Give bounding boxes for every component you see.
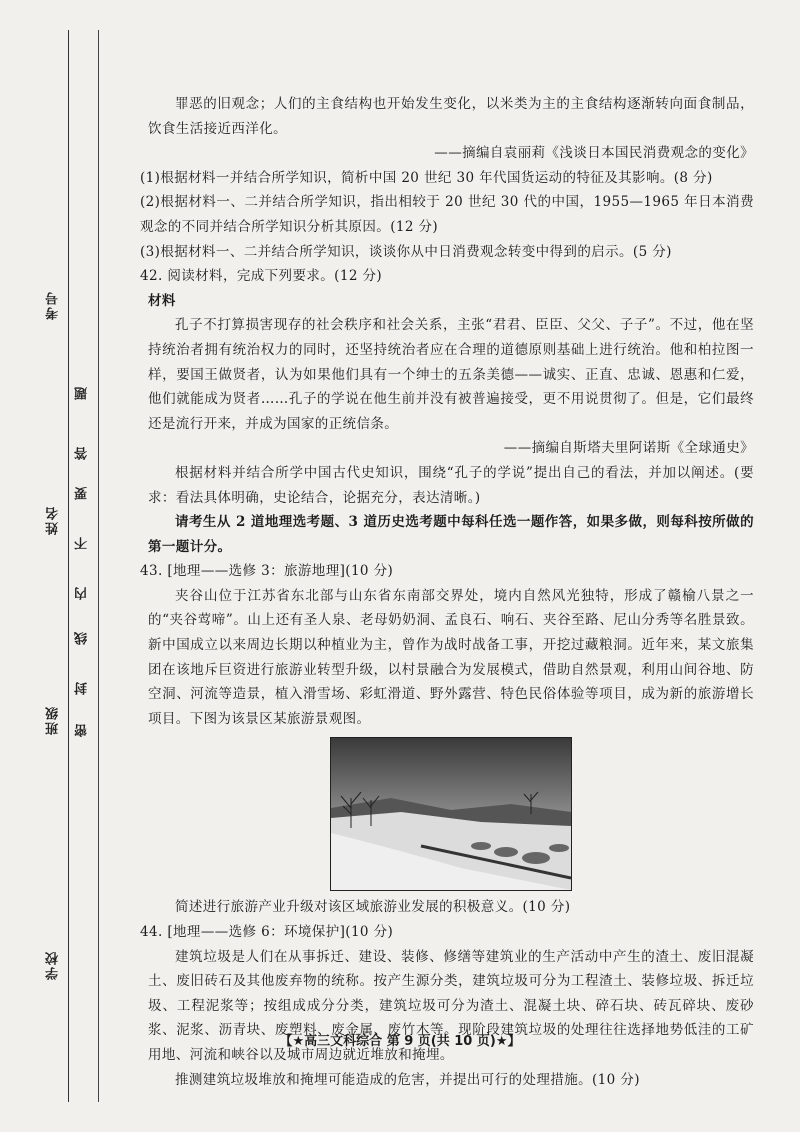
- question-43: 简述进行旅游产业升级对该区域旅游业发展的积极意义。(10 分): [175, 899, 571, 916]
- binding-line-outer: [68, 30, 69, 1102]
- source-citation-1: ——摘编自袁丽莉《浅谈日本国民消费观念的变化》: [434, 145, 754, 162]
- question-44: 推测建筑垃圾堆放和掩埋可能造成的危害，并提出可行的处理措施。(10 分): [175, 1071, 640, 1088]
- seal-char-2: 答: [75, 445, 90, 460]
- material-continuation: 罪恶的旧观念；人们的主食结构也开始发生变化，以米类为主的主食结构逐渐转向面食制品，饮食生活接近西洋化。: [148, 96, 754, 137]
- exam-content: [140, 92, 754, 1092]
- seal-char-6: 线: [75, 630, 90, 645]
- material-43: 夹谷山位于江苏省东北部与山东省东南部交界处，境内自然风光独特，形成了赣榆八景之一的“夹谷莺啼”。山上还有圣人泉、老母奶奶洞、孟良石、响石、夹谷至路、尼山分秀等名胜景致。新中国成立以来周边长期以种植业为主，曾作为战时战备工事，开挖过藏粮洞。近年来，某文旅集团在该地斥巨资进行旅游业转型升级，以村景融合为发展模式，借助自然景观，利用山间谷地、防空洞、河流等造景，植入滑雪场、彩虹滑道、野外露营、特色民俗体验等项目，成为新的旅游增长项目。下图为该景区某旅游景观图。: [148, 587, 754, 727]
- material-42: 孔子不打算损害现存的社会秩序和社会关系，主张“君君、臣臣、父父、子子”。不过，他在坚持统治者拥有统治权力的同时，还坚持统治者应在合理的道德原则基础上进行统治。他和柏拉图一样，要国王做贤者，认为如果他们具有一个绅士的五条美德——诚实、正直、忠诚、恩惠和仁爱，他们就能成为贤者……孔子的学说在他生前并没有被普遍接受，更不用说贯彻了。但是，它们最终还是流行开来，并成为国家的正统信条。: [148, 317, 754, 432]
- question-41-3: (3)根据材料一、二并结合所学知识，谈谈你从中日消费观念转变中得到的启示。(5 分): [140, 243, 672, 260]
- exam-no-label: 考号: [46, 290, 61, 320]
- question-44-heading: 44. [地理——选修 6：环境保护](10 分): [140, 924, 394, 941]
- binding-line-inner: [98, 30, 99, 1102]
- question-41-2: (2)根据材料一、二并结合所学知识，指出相较于 20 世纪 30 代的中国，1955—1965 年日本消费观念的不同并结合所学知识分析其原因。(12 分): [140, 194, 754, 235]
- seal-char-4: 不: [75, 535, 90, 550]
- school-label: 学校: [46, 950, 61, 980]
- scenic-spot-photo: [330, 737, 572, 891]
- seal-char-8: 密: [75, 722, 90, 737]
- material-label: 材料: [148, 292, 176, 309]
- question-41-1: (1)根据材料一并结合所学知识，简析中国 20 世纪 30 年代国货运动的特征及其影响。(8 分): [140, 169, 713, 186]
- seal-char-3: 要: [75, 485, 90, 500]
- page-footer: 【★高三文科综合 第 9 页(共 10 页)★】: [279, 1034, 521, 1049]
- question-42-requirement: 根据材料并结合所学中国古代史知识，围绕“孔子的学说”提出自己的看法，并加以阐述。(要求：看法具体明确，史论结合，论据充分，表达清晰。): [148, 464, 754, 506]
- class-label: 班级: [46, 705, 61, 735]
- selection-notice: 请考生从 2 道地理选考题、3 道历史选考题中每科任选一题作答，如果多做，则每科按所做的第一题计分。: [148, 514, 754, 555]
- name-label: 姓名: [46, 505, 61, 535]
- question-42-heading: 42. 阅读材料，完成下列要求。(12 分): [140, 268, 383, 285]
- source-citation-2: ——摘编自斯塔夫里阿诺斯《全球通史》: [503, 440, 754, 457]
- question-43-heading: 43. [地理——选修 3：旅游地理](10 分): [140, 563, 394, 580]
- seal-char-1: 题: [75, 385, 90, 400]
- seal-char-5: 内: [75, 585, 90, 600]
- material-44: 建筑垃圾是人们在从事拆迁、建设、装修、修缮等建筑业的生产活动中产生的渣土、废旧混凝土、废旧砖石及其他废弃物的统称。按产生源分类，建筑垃圾可分为工程渣土、装修垃圾、拆迁垃圾、工程泥浆等；按组成成分分类，建筑垃圾可分为渣土、混凝土块、碎石块、砖瓦碎块、废砂浆、泥浆、沥青块、废塑料、废金属、废竹木等。现阶段建筑垃圾的处理往往选择地势低洼的工矿用地、河流和峡谷以及城市周边就近堆放和掩埋。: [148, 948, 754, 1063]
- seal-char-7: 封: [75, 680, 90, 695]
